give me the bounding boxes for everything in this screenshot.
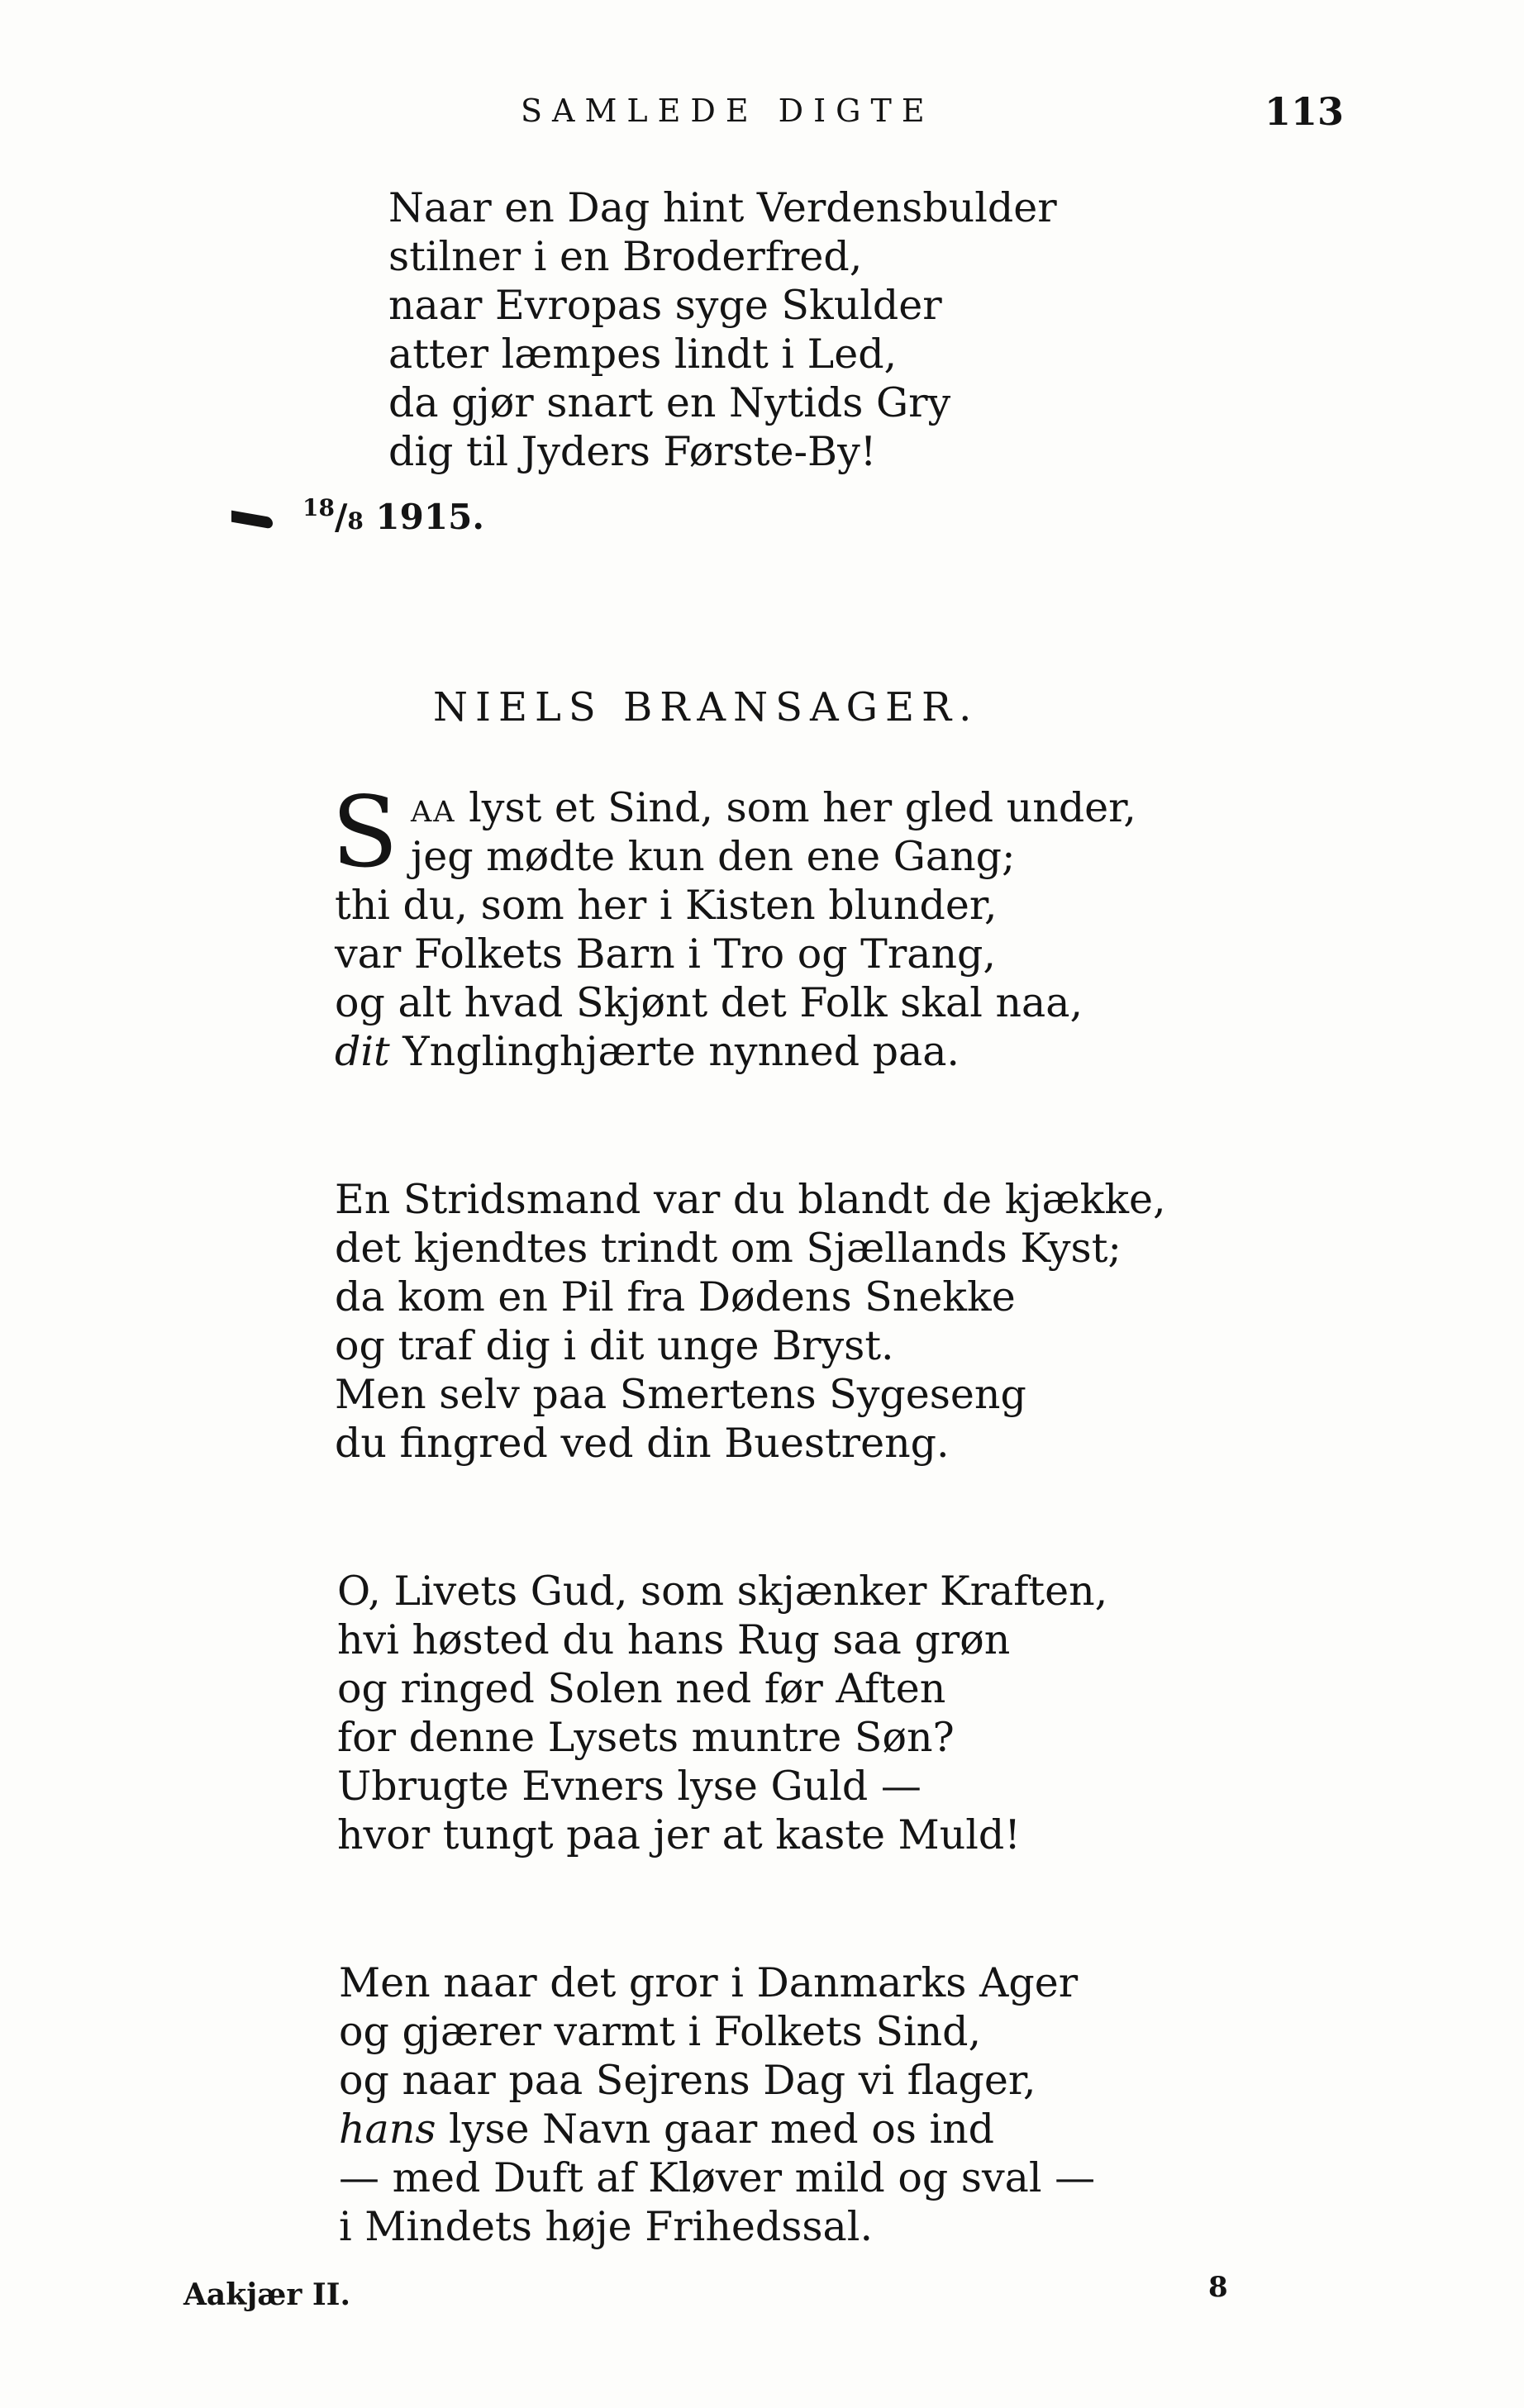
drop-cap: S [331, 775, 398, 889]
verse-line: O, Livets Gud, som skjænker Kraften, [337, 1568, 1108, 1615]
verse-line: stilner i en Broderfred, [388, 233, 863, 280]
date-year: 1915. [375, 497, 484, 537]
poem-date: $^{18}$/8 1915. [231, 494, 484, 537]
page-number: 113 [1264, 89, 1345, 134]
first-word-smallcaps: AA [411, 796, 456, 829]
poem-title: NIELS BRANSAGER. [433, 684, 979, 730]
verse-line: En Stridsmand var du blandt de kjække, [335, 1176, 1166, 1223]
verse-line: Men selv paa Smertens Sygeseng [335, 1371, 1026, 1418]
previous-poem-ending [388, 183, 1057, 476]
line-rest: lyst et Sind, som her gled under, [455, 784, 1136, 831]
stanza-4 [339, 1958, 1095, 2251]
verse-line: og traf dig i dit unge Bryst. [335, 1322, 894, 1369]
verse-line: det kjendtes trindt om Sjællands Kyst; [335, 1225, 1122, 1272]
verse-line: Naar en Dag hint Verdensbulder [388, 184, 1057, 231]
verse-line: og gjærer varmt i Folkets Sind, [339, 2008, 982, 2055]
verse-line: og ringed Solen ned før Aften [337, 1665, 946, 1712]
signature-mark: Aakjær II. [183, 2277, 351, 2312]
verse-line: og alt hvad Skjønt det Folk skal naa, [335, 979, 1083, 1026]
verse-line: i Mindets høje Frihedssal. [339, 2203, 874, 2250]
line-rest: Ynglinghjærte nynned paa. [389, 1028, 960, 1075]
verse-line [335, 1027, 1136, 1076]
verse-line: atter læmpes lindt i Led, [388, 331, 898, 378]
date-month: 8 [347, 507, 364, 535]
verse-line: dig til Jyders Første-By! [388, 428, 877, 475]
verse-line: jeg mødte kun den ene Gang; [411, 833, 1016, 880]
verse-line: — med Duft af Kløver mild og sval — [339, 2154, 1096, 2201]
sheet-number: 8 [1208, 2271, 1228, 2304]
italic-word: hans [339, 2106, 436, 2153]
verse-line: var Folkets Barn i Tro og Trang, [335, 930, 996, 978]
verse-line [339, 2105, 1095, 2153]
verse-line [335, 783, 1136, 832]
date-day: 18 [302, 494, 335, 521]
dropcap-block [331, 775, 1136, 889]
verse-line: Ubrugte Evners lyse Guld — [337, 1763, 922, 1810]
verse-line: naar Evropas syge Skulder [388, 282, 942, 329]
running-title: SAMLEDE DIGTE [521, 93, 935, 129]
stanza-3 [337, 1567, 1107, 1859]
stanza-2 [335, 1175, 1166, 1468]
line-rest: lyse Navn gaar med os ind [436, 2106, 995, 2153]
verse-line: thi du, som her i Kisten blunder, [335, 882, 998, 929]
verse-line: du fingred ved din Buestreng. [335, 1420, 950, 1467]
verse-line: da kom en Pil fra Dødens Snekke [335, 1273, 1016, 1321]
verse-line: hvor tungt paa jer at kaste Muld! [337, 1811, 1021, 1858]
stanza-1 [331, 775, 1136, 1076]
verse-line: for denne Lysets muntre Søn? [337, 1714, 955, 1761]
verse-line: da gjør snart en Nytids Gry [388, 379, 951, 426]
verse-line: og naar paa Sejrens Dag vi flager, [339, 2057, 1036, 2104]
verse-line: hvi høsted du hans Rug saa grøn [337, 1616, 1011, 1663]
verse-line: Men naar det gror i Danmarks Ager [339, 1959, 1079, 2006]
pointing-hand-icon [231, 511, 273, 530]
italic-word: dit [335, 1028, 390, 1075]
